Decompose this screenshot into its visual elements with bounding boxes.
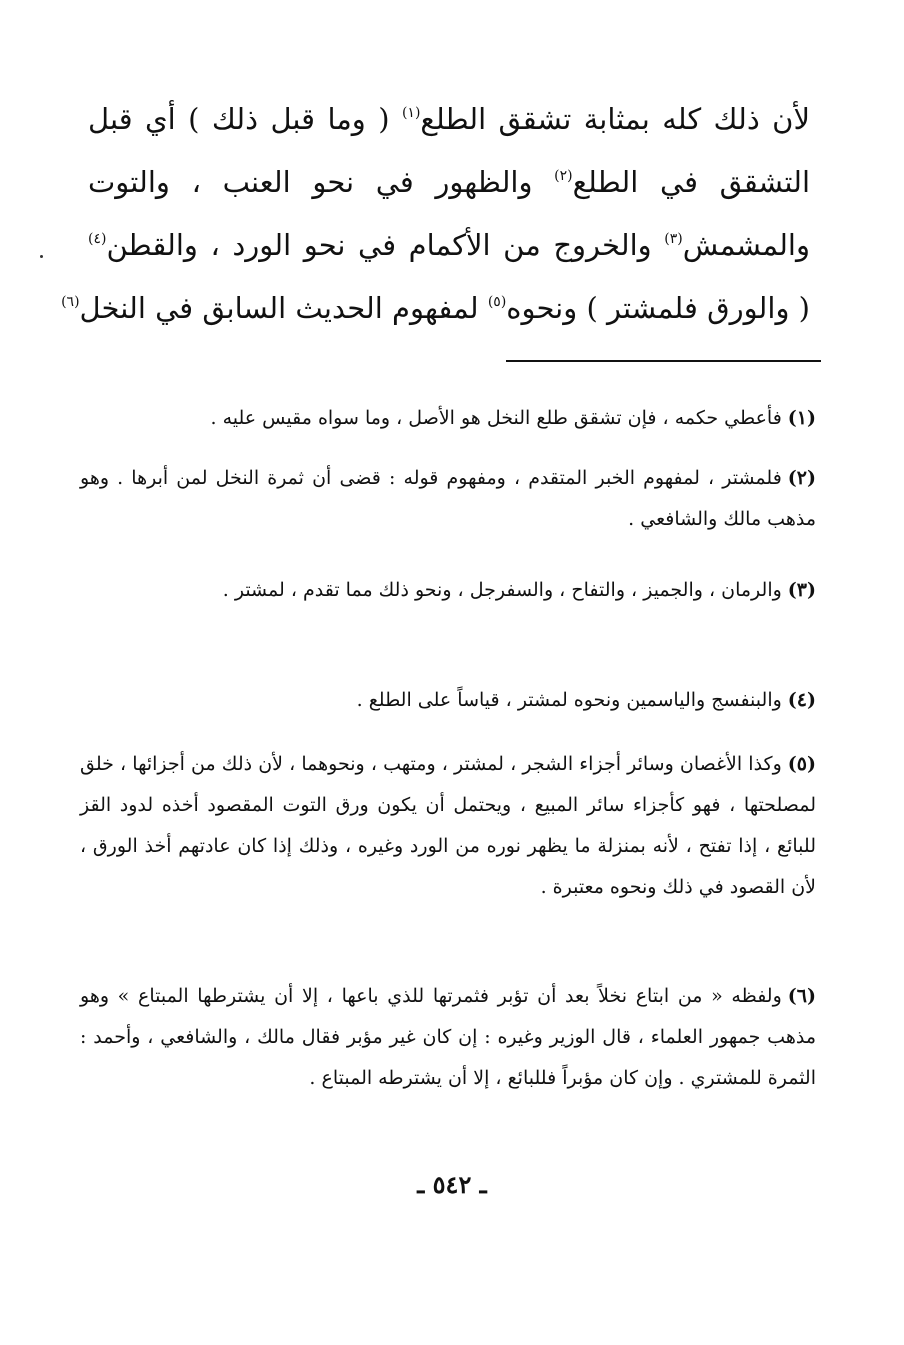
footnote-number: (٤) xyxy=(787,689,816,711)
footnote-number: (٢) xyxy=(787,467,816,489)
footnote-ref-3[interactable]: (٣) xyxy=(664,231,683,247)
footnote-ref-4[interactable]: (٤) xyxy=(88,231,107,247)
footnote-1 xyxy=(80,398,816,439)
main-text-segment: لأن ذلك كله بمثابة تشقق الطلع xyxy=(420,102,810,136)
main-line-4 xyxy=(61,277,810,340)
footnote-5 xyxy=(80,744,816,908)
footnote-number: (١) xyxy=(787,407,816,429)
footnote-ref-2[interactable]: (٢) xyxy=(554,168,573,184)
main-text-segment: ( والورق فلمشتر ) ونحوه xyxy=(506,291,810,325)
footnote-ref-5[interactable]: (٥) xyxy=(487,294,507,310)
main-text-segment: التشقق في الطلع xyxy=(572,165,811,199)
main-line-3 xyxy=(88,214,810,277)
footnote-2 xyxy=(80,458,816,540)
footnote-divider xyxy=(506,360,821,362)
footnote-text: فأعطي حكمه ، فإن تشقق طلع النخل هو الأصل ، وما سواه مقيس عليه . xyxy=(210,407,782,429)
main-text xyxy=(61,88,811,340)
footnote-3 xyxy=(80,570,816,611)
main-text-segment: والخروج من الأكمام في نحو الورد ، والقطن xyxy=(106,228,665,262)
footnote-6 xyxy=(80,976,816,1099)
page-number: ـ ٥٤٢ ـ xyxy=(417,1170,487,1199)
speck-mark xyxy=(40,255,43,258)
footnote-text: وكذا الأغصان وسائر أجزاء الشجر ، لمشتر ، ومتهب ، ونحوهما ، لأن ذلك من أجزائها ، خلق لمصلحتها ، فهو كأجزاء سائر المبيع ، ويحتمل أن يكون ورق التوت المقصود أخذه لدود القز للبائع ، إذا تفتح ، لأنه بمنزلة ما يظهر نوره من الورد وغيره ، وذلك إذا كان عادتهم أخذ الورق ، لأن القصود في ذلك ونحوه معتبرة . xyxy=(80,753,816,898)
footnote-text: والبنفسج والياسمين ونحوه لمشتر ، قياساً على الطلع . xyxy=(356,689,782,711)
footnote-text: فلمشتر ، لمفهوم الخبر المتقدم ، ومفهوم قوله : قضى أن ثمرة النخل لمن أبرها . وهو مذهب مالك والشافعي . xyxy=(80,467,816,530)
main-line-2 xyxy=(88,151,810,214)
footnote-number: (٥) xyxy=(787,753,816,775)
main-text-segment: ( وما قبل ذلك ) أي قبل xyxy=(88,102,402,136)
footnote-ref-6[interactable]: (٦) xyxy=(61,294,80,310)
main-text-segment: والظهور في نحو العنب ، والتوت xyxy=(88,165,555,199)
footnote-number: (٣) xyxy=(787,579,816,601)
footnote-4 xyxy=(80,680,816,721)
main-line-1 xyxy=(88,88,810,151)
footnote-text: ولفظه « من ابتاع نخلاً بعد أن تؤبر فثمرتها للذي باعها ، إلا أن يشترطها المبتاع » وهو مذهب جمهور العلماء ، قال الوزير وغيره : إن كان غير مؤبر فقال مالك ، والشافعي ، وأحمد : الثمرة للمشتري . وإن كان مؤبراً فللبائع ، إلا أن يشترطه المبتاع . xyxy=(80,985,816,1089)
footnote-number: (٦) xyxy=(787,985,816,1007)
main-text-segment: لمفهوم الحديث السابق في النخل xyxy=(79,291,488,325)
footnote-ref-1[interactable]: (١) xyxy=(401,105,421,121)
main-text-segment: والمشمش xyxy=(682,228,810,262)
footnote-text: والرمان ، والجميز ، والتفاح ، والسفرجل ، ونحو ذلك مما تقدم ، لمشتر . xyxy=(222,579,782,601)
